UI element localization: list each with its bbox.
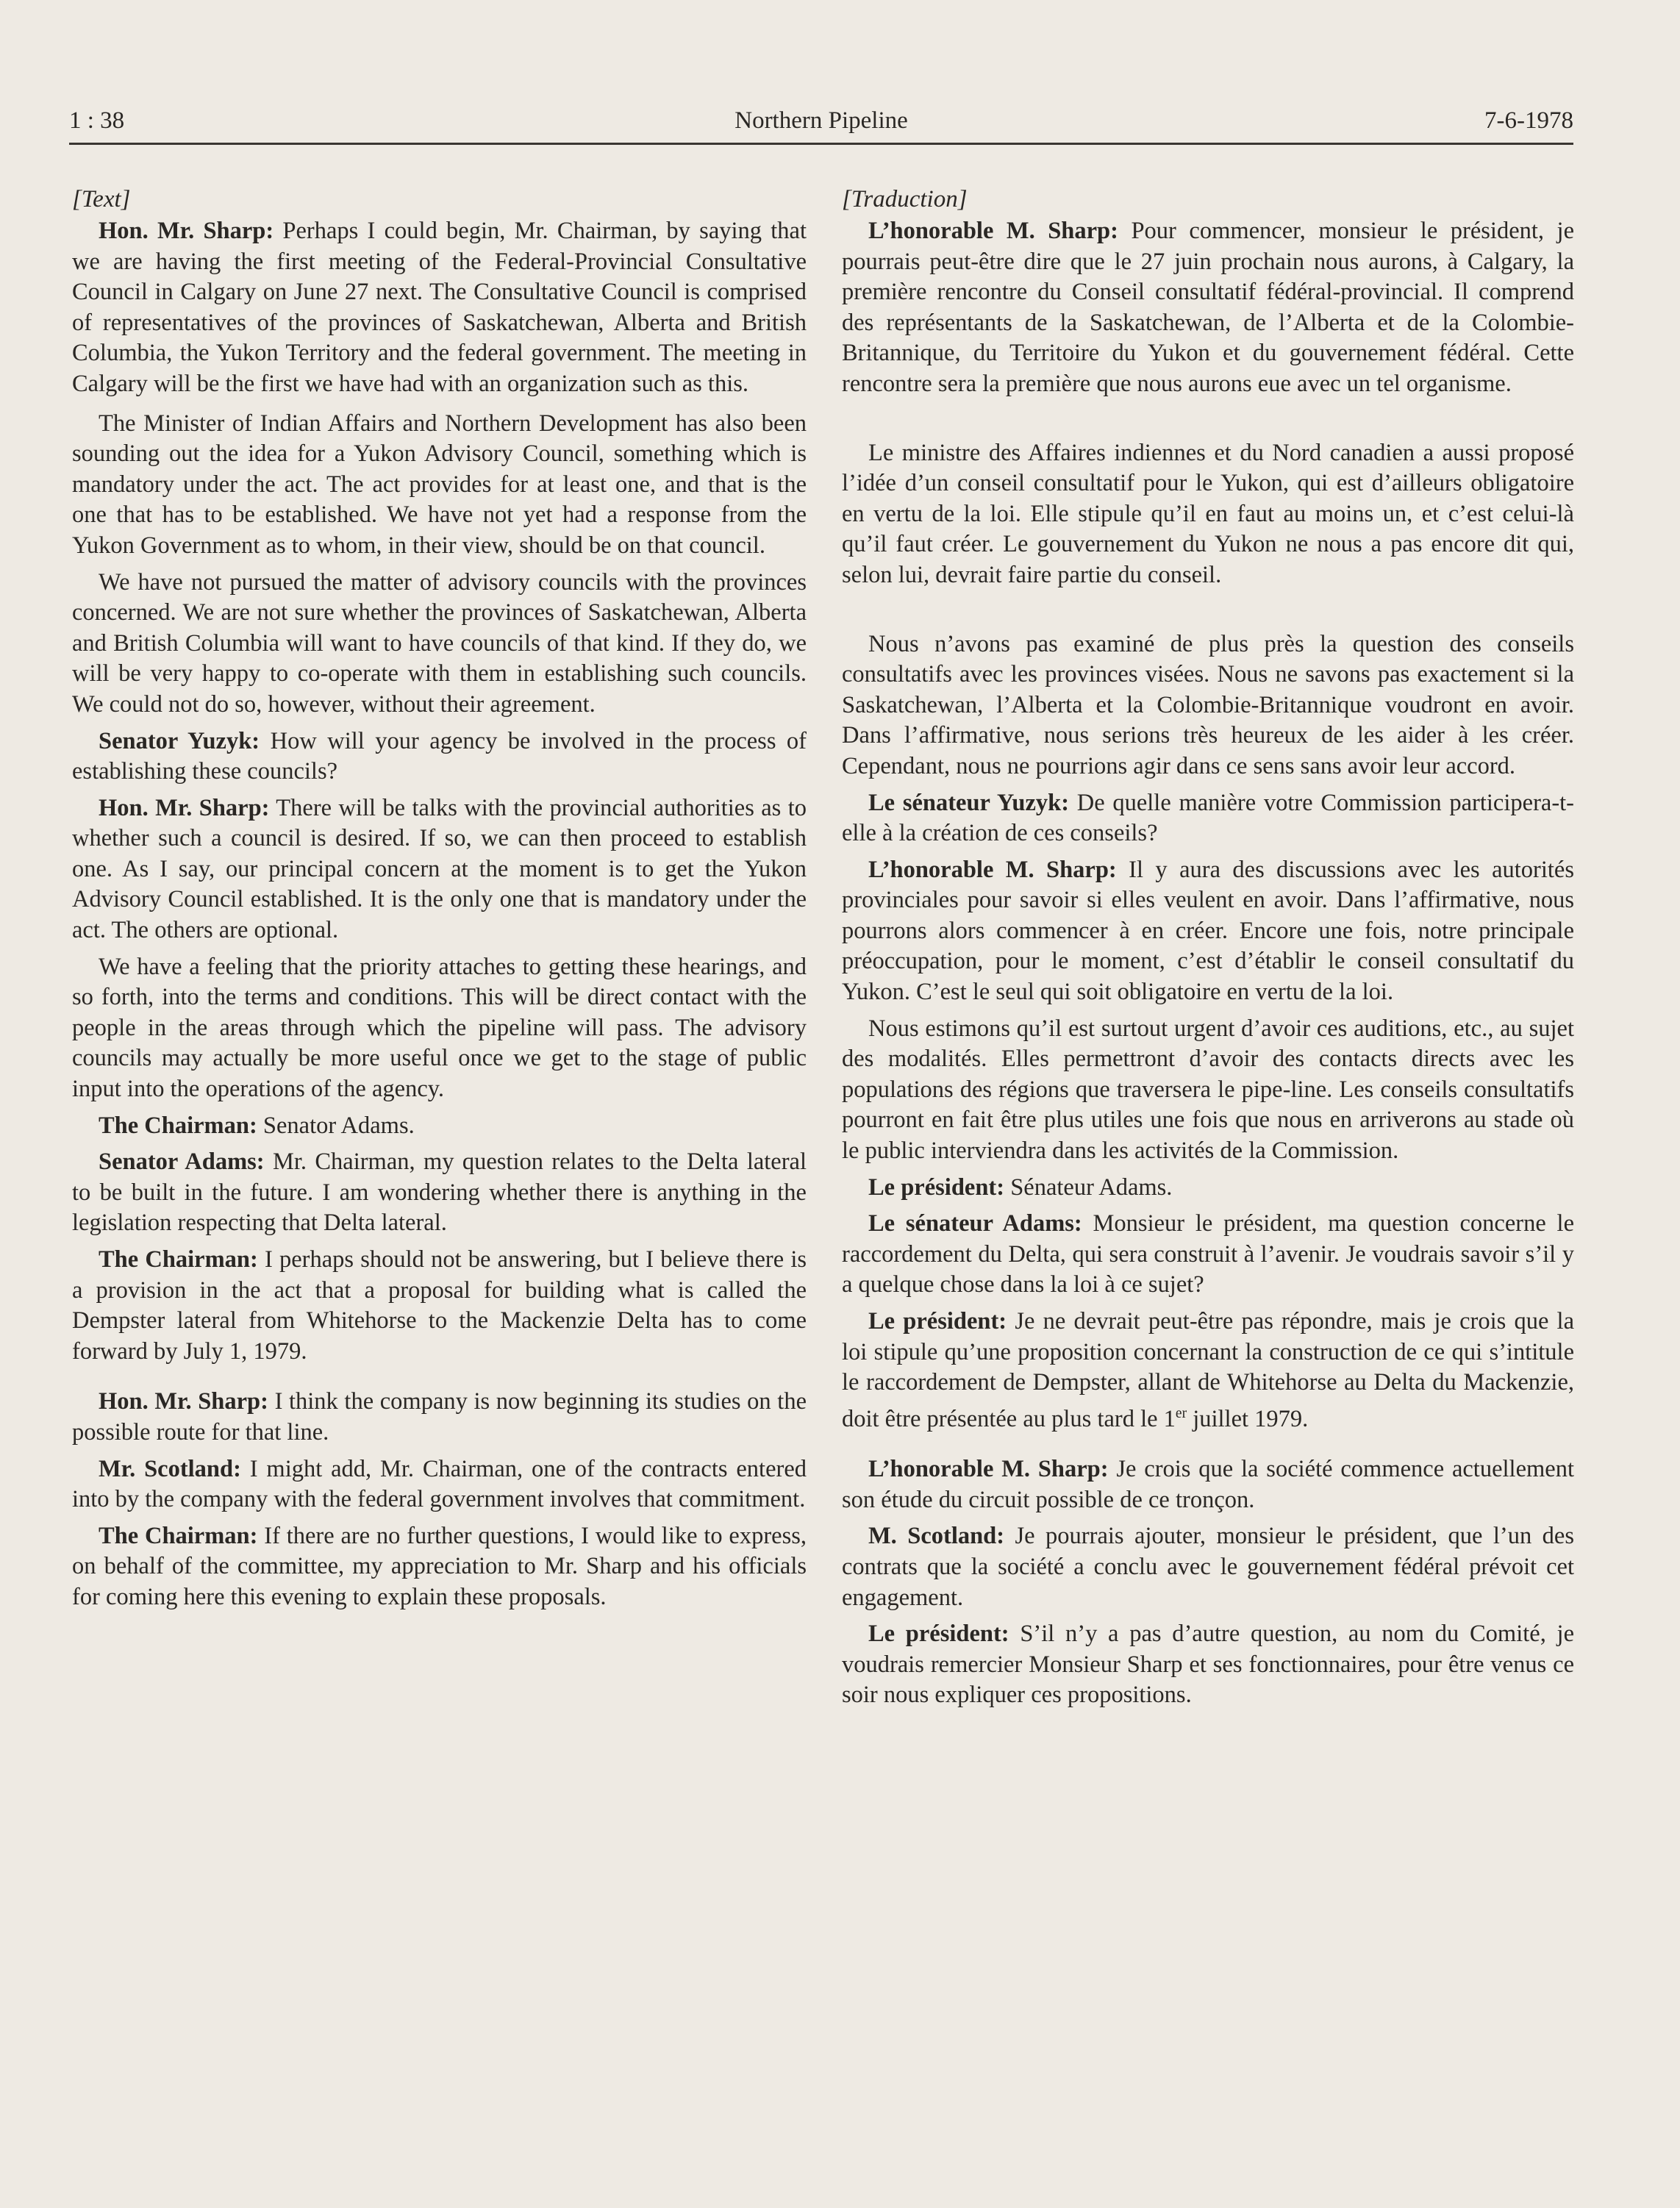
french-paragraph <box>842 1619 1574 1711</box>
speaker-name: Le président: <box>868 1173 1005 1201</box>
speech-text: S’il n’y a pas d’autre question, au nom du Comité, je voudrais remercier Monsieur Sharp et ses fonctionnaires, pour être venus ce soir nous expliquer ces propositions. <box>842 1621 1574 1709</box>
speech-text: There will be talks with the provincial authorities as to whether such a council is desired. If so, we can then proceed to establish one. As I say, our principal concern at the moment is to get the Yukon Advisory Council established. It is the only one that is mandatory under the act. The others are optional. <box>72 794 807 944</box>
speaker-name: L’honorable M. Sharp: <box>868 218 1118 244</box>
english-paragraph <box>72 1521 807 1613</box>
speech-text: I perhaps should not be answering, but I believe there is a provision in the act that a proposal for building what is called the Dempster lateral from Whitehorse to the Mackenzie Delta has to come forward by July 1, 1979. <box>72 1246 807 1365</box>
speech-text: We have a feeling that the priority attaches to getting these hearings, and so forth, into the terms and conditions. This will be direct contact with the people in the areas through which the pipeline will pass. The advisory councils may actually be more useful once we get to the stage of public input into the operations of the agency. <box>72 953 807 1103</box>
speech-text: Je crois que la société commence actuellement son étude du circuit possible de ce tronçon. <box>842 1456 1574 1513</box>
speech-text: Senator Adams. <box>262 1112 415 1139</box>
french-paragraph <box>842 855 1574 1008</box>
speaker-name: Senator Yuzyk: <box>99 727 260 754</box>
speech-text: Perhaps I could begin, Mr. Chairman, by saying that we are having the first meeting of the Federal-Provincial Consultative Council in Calgary on June 27 next. The Consultative Council is comprised of representatives of the provinces of Saskatchewan, Alberta and British Columbia, the Yukon Territory and the federal government. The meeting in Calgary will be the first we have had with an organization such as this. <box>72 218 807 397</box>
english-paragraph <box>72 409 807 562</box>
running-head <box>69 107 1573 146</box>
running-title: Northern Pipeline <box>734 107 908 134</box>
speaker-name: Mr. Scotland: <box>99 1455 241 1482</box>
speaker-name: Le président: <box>868 1621 1009 1648</box>
speech-text: Sénateur Adams. <box>1010 1173 1173 1201</box>
speaker-name: Senator Adams: <box>99 1148 265 1176</box>
french-paragraph <box>842 788 1574 849</box>
speech-text: If there are no further questions, I would like to express, on behalf of the committee, my appreciation to Mr. Sharp and his officials for coming here this evening to explain these proposals. <box>72 1522 807 1610</box>
french-paragraph <box>842 1521 1574 1613</box>
translation-label: [Traduction] <box>842 186 968 212</box>
speaker-name: The Chairman: <box>99 1522 258 1549</box>
speaker-name: Hon. Mr. Sharp: <box>99 794 270 821</box>
english-paragraph <box>72 1387 807 1448</box>
english-paragraphs <box>72 216 807 1613</box>
speech-text: How will your agency be involved in the process of establishing these councils? <box>72 727 807 785</box>
french-paragraph <box>842 216 1574 400</box>
english-paragraph <box>72 793 807 946</box>
speech-text: Nous n’avons pas examiné de plus près la question des conseils consultatifs avec les provinces visées. Nous ne savons pas exactement si la Saskatchewan, l’Alberta et la Colombie-Britannique voudront en avoir. Dans l’affirmative, nous serions très heureux de les aider à les créer. Cependant, nous ne pourrions agir dans ce sens sans avoir leur accord. <box>842 630 1574 779</box>
speaker-name: Hon. Mr. Sharp: <box>99 218 274 244</box>
speech-text: Nous estimons qu’il est surtout urgent d’avoir ces auditions, etc., au sujet des modalités. Elles permettront d’avoir des contacts directs avec les populations des régions que traversera le pipe-line. Les conseils consultatifs pourront en fait être plus utiles une fois que nous en arriverons au stade où le public interviendra dans les activités de la Commission. <box>842 1015 1574 1165</box>
french-column <box>842 184 1574 1711</box>
english-paragraph <box>72 726 807 787</box>
english-paragraph <box>72 1245 807 1367</box>
speaker-name: L’honorable M. Sharp: <box>868 856 1117 883</box>
french-paragraph <box>842 1454 1574 1515</box>
speech-text: Le ministre des Affaires indiennes et du Nord canadien a aussi proposé l’idée d’un conseil consultatif pour le Yukon, qui est d’ailleurs obligatoire en vertu de la loi. Elle stipule qu’il en faut au moins un, et c’est celui-là qu’il faut créer. Le gouvernement du Yukon ne nous a pas encore dit qui, selon lui, devrait faire partie du conseil. <box>842 439 1574 588</box>
speech-text: Monsieur le président, ma question concerne le raccordement du Delta, qui sera construit à l’avenir. Je voudrais savoir s’il y a quelque chose dans la loi à ce sujet? <box>842 1210 1574 1298</box>
speaker-name: M. Scotland: <box>868 1523 1005 1550</box>
french-paragraph <box>842 629 1574 782</box>
speech-text: Mr. Chairman, my question relates to the Delta lateral to be built in the future. I am wondering whether there is anything in the legislation respecting that Delta lateral. <box>72 1148 807 1237</box>
speech-text: I might add, Mr. Chairman, one of the contracts entered into by the company with the federal government involves that commitment. <box>72 1455 807 1513</box>
speech-text: Il y aura des discussions avec les autorités provinciales pour savoir si elles veulent en avoir. Dans l’affirmative, nous pourrons alors commencer à en créer. Encore une fois, notre principale préoccupation, pour le moment, c’est d’établir le conseil consultatif du Yukon. C’est le seul qui soit obligatoire en vertu de la loi. <box>842 856 1575 1006</box>
french-paragraph <box>842 1209 1574 1301</box>
speech-text: We have not pursued the matter of advisory councils with the provinces concerned. We are not sure whether the provinces of Saskatchewan, Alberta and British Columbia will want to have councils of that kind. If they do, we will be very happy to co-operate with them in establishing such councils. We could not do so, however, without their agreement. <box>72 568 807 718</box>
english-paragraph <box>72 1147 807 1239</box>
superscript-er: er <box>1175 1405 1187 1421</box>
french-paragraph <box>842 438 1574 591</box>
speech-text: Je pourrais ajouter, monsieur le président, que l’un des contrats que la société a conclu avec le gouvernement fédéral prévoit cet engagement. <box>842 1523 1575 1611</box>
english-paragraph <box>72 1454 807 1515</box>
speech-text: I think the company is now beginning its studies on the possible route for that line. <box>72 1388 807 1446</box>
speech-text: The Minister of Indian Affairs and Northern Development has also been sounding out the idea for a Yukon Advisory Council, something which is mandatory under the act. The act provides for at least one, and that is the one that has to be established. We have not yet had a response from the Yukon Government as to whom, in their view, should be on that council. <box>72 410 807 559</box>
speaker-name: Le sénateur Adams: <box>868 1210 1082 1237</box>
speaker-name: The Chairman: <box>99 1112 257 1139</box>
french-paragraph <box>842 1173 1574 1204</box>
french-paragraphs <box>842 216 1574 1711</box>
speaker-name: L’honorable M. Sharp: <box>868 1456 1109 1483</box>
speaker-name: Le sénateur Yuzyk: <box>868 789 1070 816</box>
speaker-name: The Chairman: <box>99 1246 258 1273</box>
french-paragraph <box>842 1014 1574 1167</box>
english-paragraph <box>72 216 807 400</box>
english-paragraph <box>72 1111 807 1142</box>
speaker-name: Hon. Mr. Sharp: <box>99 1388 268 1415</box>
speech-text: Pour commencer, monsieur le président, je pourrais peut-être dire que le 27 juin prochain nous aurons, à Calgary, la première rencontre du Conseil consultatif fédéral-provincial. Il comprend des représentants de la Saskatchewan, de l’Alberta et de la Colombie-Britannique, du Territoire du Yukon et du gouvernement fédéral. Cette rencontre sera la première que nous aurons eue avec un tel organisme. <box>842 218 1574 397</box>
english-column <box>72 184 807 1613</box>
speech-text: De quelle manière votre Commission participera-t-elle à la création de ces conseils? <box>842 789 1574 847</box>
page-number: 1 : 38 <box>69 107 125 134</box>
english-paragraph <box>72 568 807 721</box>
text-label: [Text] <box>72 186 131 212</box>
header-rule <box>69 143 1573 145</box>
speaker-name: Le président: <box>868 1308 1007 1335</box>
french-paragraph <box>842 1307 1574 1435</box>
speech-text: Je ne devrait peut-être pas répondre, mais je crois que la loi stipule qu’une proposition concernant la construction de ce qui s’intitule le raccordement de Dempster, allant de Whitehorse au Delta du Mackenzie, doit être présentée au plus tard le 1er juillet 1979. <box>842 1308 1575 1432</box>
page-date: 7-6-1978 <box>1484 107 1573 134</box>
english-paragraph <box>72 952 807 1105</box>
